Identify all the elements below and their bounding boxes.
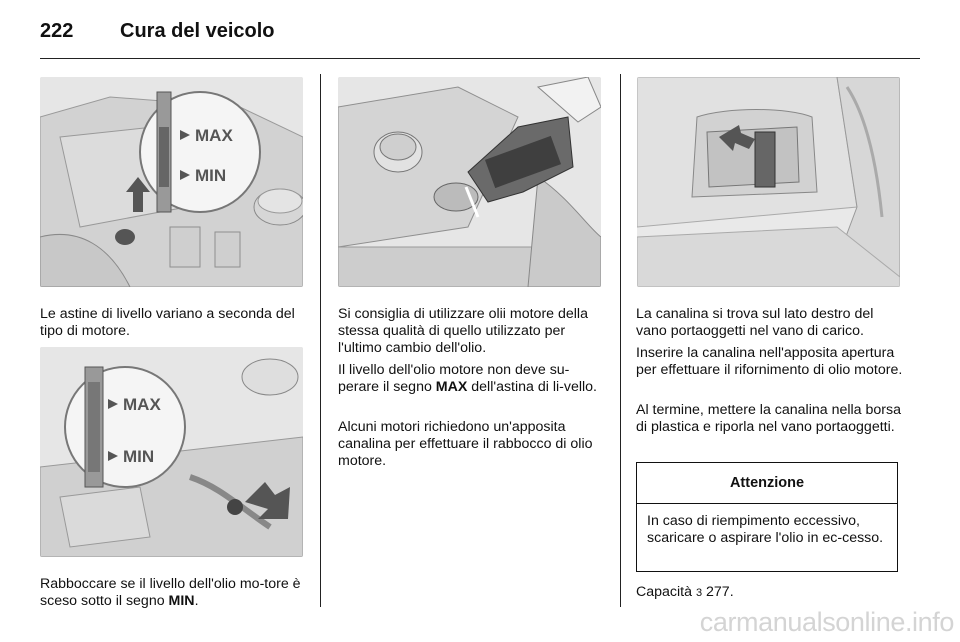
caution-notice bbox=[636, 462, 898, 572]
oil-quality-paragraph: Si consiglia di utilizzare olii motore della stessa qualità di quello utilizzato per l'ultimo cambio dell'olio. bbox=[338, 306, 588, 356]
capacity-page-link[interactable]: 277. bbox=[702, 584, 734, 600]
page-number: 222 bbox=[40, 20, 74, 42]
column-divider-1 bbox=[320, 74, 321, 607]
notice-text: In caso di riempimento eccessivo, scaricare o aspirare l'olio in ec-cesso. bbox=[647, 513, 884, 546]
capacity-label: Capacità bbox=[636, 584, 692, 600]
top-up-text: Rabboccare se il livello dell'olio mo-tore è sceso sotto il segno bbox=[40, 576, 301, 609]
column-divider-2 bbox=[620, 74, 621, 607]
dipstick-figure-bottom bbox=[40, 347, 303, 557]
notice-title: Attenzione bbox=[637, 463, 897, 504]
dipstick-figure-top bbox=[40, 77, 303, 287]
oil-filling-figure bbox=[338, 77, 601, 287]
max-label: MAX bbox=[123, 395, 161, 414]
page-reference-icon: 3 bbox=[695, 587, 703, 599]
min-label: MIN bbox=[195, 166, 227, 185]
oil-level-text: Il livello dell'olio motore non deve su-perare il segno bbox=[338, 362, 570, 395]
funnel-store-paragraph: Al termine, mettere la canalina nella borsa di plastica e riporla nel vano portaoggetti. bbox=[636, 402, 901, 435]
funnel-insert-paragraph: Inserire la canalina nell'apposita apertura per effettuare il rifornimento di olio motore. bbox=[636, 345, 903, 378]
cargo-compartment-figure bbox=[637, 77, 900, 287]
watermark: carmanualsonline.info bbox=[699, 607, 954, 637]
capacity-reference bbox=[636, 584, 908, 602]
top-up-text-end: . bbox=[194, 593, 199, 609]
min-label: MIN bbox=[123, 447, 155, 466]
oil-level-paragraph bbox=[338, 362, 610, 396]
max-mark-text: MAX bbox=[435, 379, 468, 395]
dipstick-variation-paragraph: Le astine di livello variano a seconda del tipo di motore. bbox=[40, 306, 295, 339]
page-header bbox=[40, 18, 920, 58]
page-title: Cura del veicolo bbox=[120, 20, 275, 42]
max-label: MAX bbox=[195, 126, 233, 145]
oil-level-text-end: dell'astina di li-vello. bbox=[467, 379, 597, 395]
funnel-paragraph: Alcuni motori richiedono un'apposita canalina per effettuare il rabbocco di olio motore. bbox=[338, 419, 593, 469]
header-divider bbox=[40, 58, 920, 59]
funnel-location-paragraph: La canalina si trova sul lato destro del vano portaoggetti nel vano di carico. bbox=[636, 306, 874, 339]
top-up-paragraph bbox=[40, 576, 310, 610]
min-mark-text: MIN bbox=[168, 593, 195, 609]
